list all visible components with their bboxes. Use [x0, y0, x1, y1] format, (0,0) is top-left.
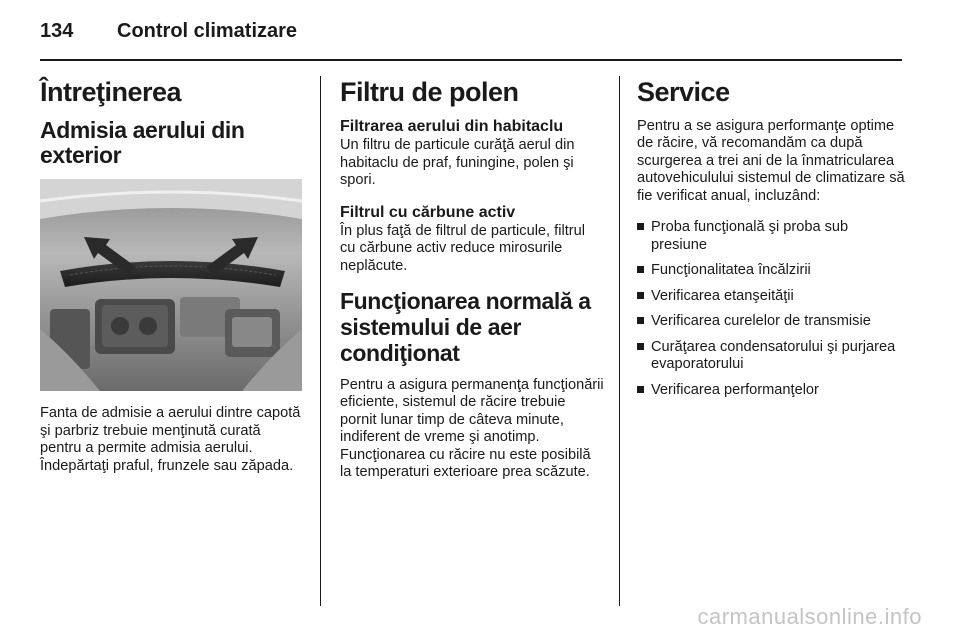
- list-item: Funcţionalitatea încălzirii: [637, 262, 907, 280]
- header-rule: [40, 59, 902, 61]
- column-1: [40, 72, 304, 489]
- paragraph-service-intro: Pentru a se asigura performanţe optime de răcire, vă recomandăm ca după scurgerea a trei ani de la înmatricularea autovehiculului sistemul de climatizare să fie verificat anual, incluzând:: [637, 117, 905, 204]
- paragraph-functionarea-normala: Pentru a asigura permanenţa funcţionării eficiente, sistemul de răcire trebuie pornit lunar timp de câteva minute, indiferent de vreme şi anotimp. Funcţionarea cu răcire nu este posibilă la temperaturi exterioare prea scăzute.: [340, 376, 604, 481]
- chapter-title: Control climatizare: [117, 20, 298, 42]
- column-2: [340, 72, 604, 496]
- column-divider-2: [619, 76, 620, 606]
- caption-admisia: Fanta de admisie a aerului dintre capotă şi parbriz trebuie menţinută curată pentru a permite admisia aerului. Îndepărtaţi praful, frunzele sau zăpada.: [40, 405, 301, 474]
- paragraph-filtrarea-aerului: Un filtru de particule curăţă aerul din habitaclu de praf, funingine, polen şi spori.: [340, 137, 575, 189]
- square-bullet-icon: [637, 343, 644, 350]
- list-item: Proba funcţională şi proba sub presiune: [637, 219, 907, 254]
- heading-filtrarea-aerului: Filtrarea aerului din habitaclu: [340, 117, 564, 135]
- engine-bay-photo: [40, 179, 302, 391]
- list-item: Verificarea curelelor de transmisie: [637, 313, 907, 331]
- column-3: [637, 72, 907, 407]
- section-title-intretinerea: Întreţinerea: [40, 77, 182, 107]
- list-item: Curăţarea condensatorului şi purjarea evaporatorului: [637, 339, 907, 374]
- list-item: Verificarea performanţelor: [637, 382, 907, 400]
- square-bullet-icon: [637, 386, 644, 393]
- square-bullet-icon: [637, 266, 644, 273]
- subsection-title-admisia: Admisia aerului din exterior: [40, 116, 245, 169]
- page-number: 134: [40, 20, 74, 42]
- heading-filtrul-carbune: Filtrul cu cărbune activ: [340, 203, 516, 221]
- heading-functionarea-normala: Funcţionarea normală a sistemului de aer condiţionat: [340, 288, 591, 366]
- section-title-filtru-polen: Filtru de polen: [340, 77, 519, 107]
- square-bullet-icon: [637, 292, 644, 299]
- section-title-service: Service: [637, 77, 730, 107]
- square-bullet-icon: [637, 317, 644, 324]
- watermark: carmanualsonline.info: [697, 604, 922, 629]
- list-item: Verificarea etanşeităţii: [637, 288, 907, 306]
- service-checklist: [637, 219, 907, 399]
- paragraph-filtrul-carbune: În plus faţă de filtrul de particule, filtrul cu cărbune activ reduce mirosurile neplăcute.: [340, 222, 585, 274]
- column-divider-1: [320, 76, 321, 606]
- square-bullet-icon: [637, 223, 644, 230]
